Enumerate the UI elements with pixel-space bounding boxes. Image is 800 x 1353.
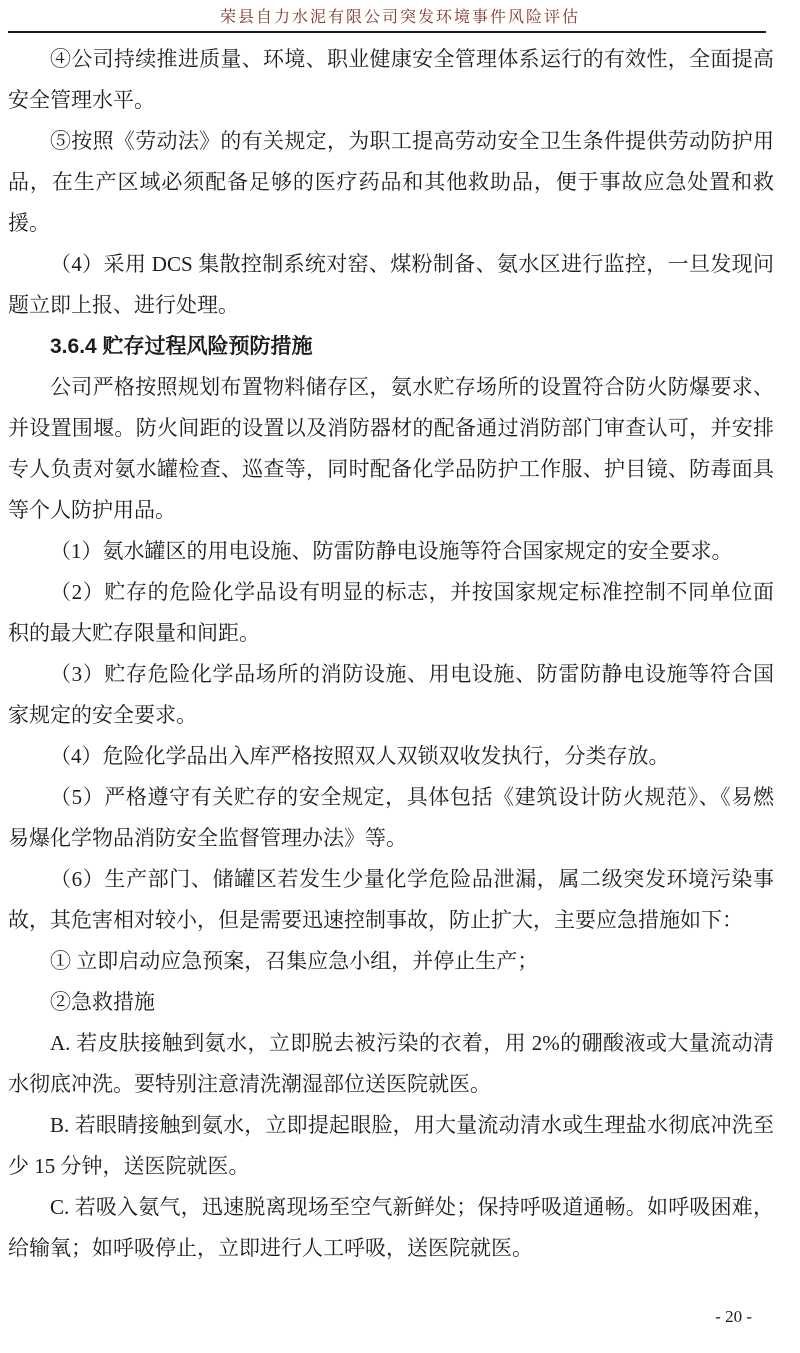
document-body — [0, 33, 800, 1269]
paragraph: ① 立即启动应急预案，召集应急小组，并停止生产； — [50, 949, 539, 973]
page-header-title: 荣县自力水泥有限公司突发环境事件风险评估 — [219, 9, 580, 26]
paragraph: ④公司持续推进质量、环境、职业健康安全管理体系运行的有效性，全面提高安全管理水平。 — [8, 47, 774, 112]
paragraph: （3）贮存危险化学品场所的消防设施、用电设施、防雷防静电设施等符合国家规定的安全要求。 — [8, 662, 774, 727]
paragraph: （5）严格遵守有关贮存的安全规定，具体包括《建筑设计防火规范》、《易燃易爆化学物品消防安全监督管理办法》等。 — [8, 785, 774, 850]
paragraph: 公司严格按照规划布置物料储存区，氨水贮存场所的设置符合防火防爆要求、并设置围堰。防火间距的设置以及消防器材的配备通过消防部门审查认可，并安排专人负责对氨水罐检查、巡查等，同时配备化学品防护工作服、护目镜、防毒面具等个人防护用品。 — [8, 375, 774, 522]
paragraph: （4）采用 DCS 集散控制系统对窑、煤粉制备、氨水区进行监控，一旦发现问题立即上报、进行处理。 — [8, 252, 774, 317]
paragraph: ②急救措施 — [50, 990, 155, 1014]
paragraph: ⑤按照《劳动法》的有关规定，为职工提高劳动安全卫生条件提供劳动防护用品，在生产区域必须配备足够的医疗药品和其他救助品，便于事故应急处置和救援。 — [8, 129, 774, 235]
paragraph: B. 若眼睛接触到氨水，立即提起眼脸，用大量流动清水或生理盐水彻底冲洗至少 15 分钟，送医院就医。 — [8, 1113, 774, 1178]
paragraph: （4）危险化学品出入库严格按照双人双锁双收发执行，分类存放。 — [50, 744, 670, 768]
paragraph: （6）生产部门、储罐区若发生少量化学危险品泄漏，属二级突发环境污染事故，其危害相对较小，但是需要迅速控制事故，防止扩大，主要应急措施如下： — [8, 867, 774, 932]
paragraph: C. 若吸入氨气，迅速脱离现场至空气新鲜处；保持呼吸道通畅。如呼吸困难，给输氧；如呼吸停止，立即进行人工呼吸，送医院就医。 — [8, 1195, 774, 1260]
paragraph: A. 若皮肤接触到氨水，立即脱去被污染的衣着，用 2%的硼酸液或大量流动清水彻底冲洗。要特别注意清洗潮湿部位送医院就医。 — [8, 1031, 774, 1096]
page-number: - 20 - — [715, 1307, 752, 1326]
paragraph: （2）贮存的危险化学品设有明显的标志，并按国家规定标准控制不同单位面积的最大贮存限量和间距。 — [8, 580, 774, 645]
paragraph: （1）氨水罐区的用电设施、防雷防静电设施等符合国家规定的安全要求。 — [50, 539, 733, 563]
section-heading: 3.6.4 贮存过程风险预防措施 — [50, 335, 313, 358]
